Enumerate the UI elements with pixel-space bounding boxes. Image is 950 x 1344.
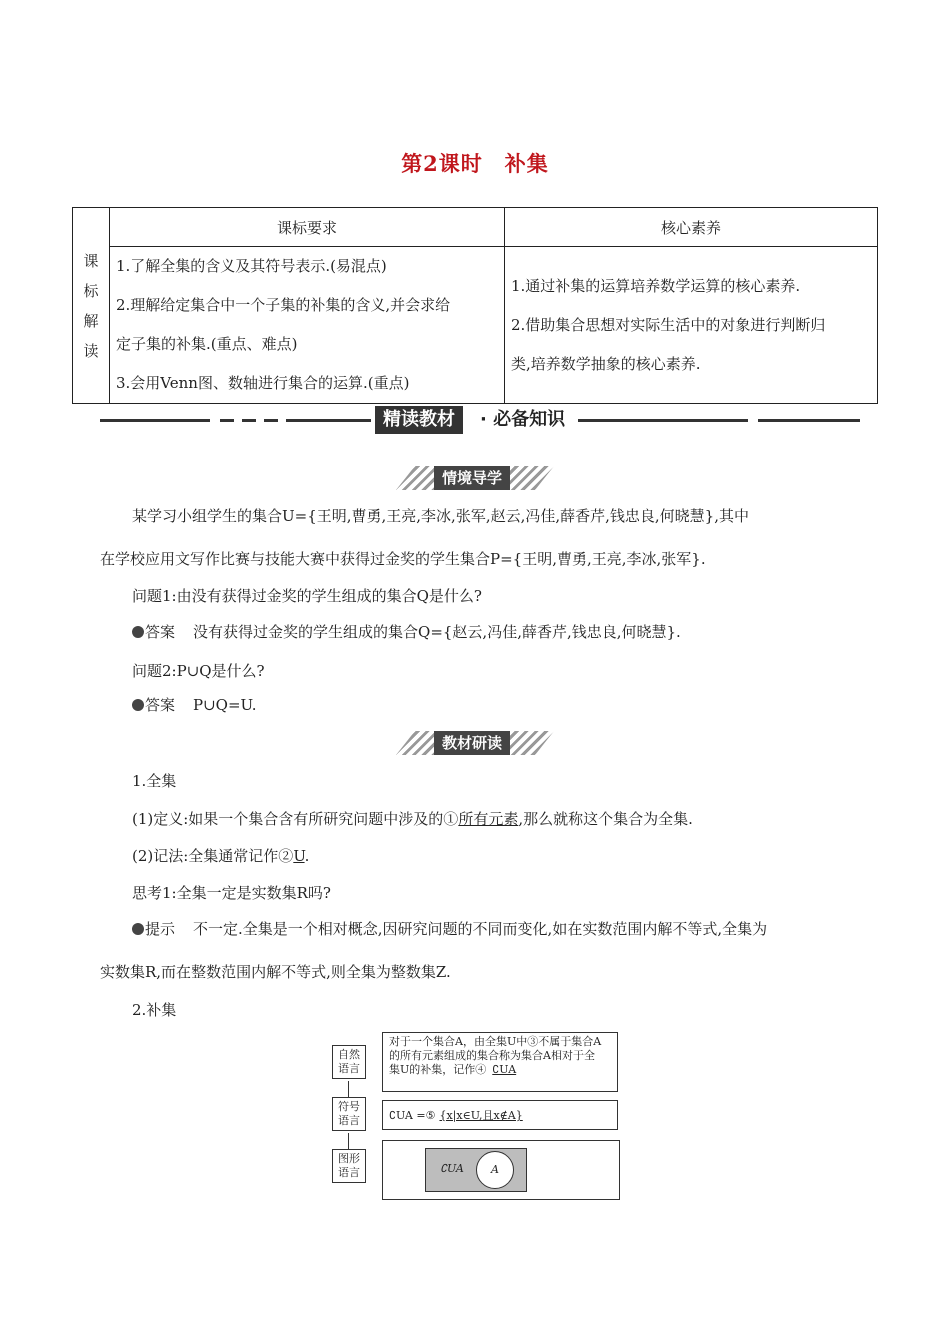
label-symbol-language: 符号语言 bbox=[332, 1097, 366, 1131]
literacy-cell: 1.通过补集的运算培养数学运算的核心素养. 2.借助集合思想对实际生活中的对象进行判断归 类,培养数学抽象的核心素养. bbox=[505, 247, 878, 404]
page-title: 第2课时 补集 bbox=[401, 151, 549, 176]
think-question: 思考1:全集一定是实数集R吗? bbox=[132, 884, 331, 902]
graphic-language-box bbox=[382, 1140, 620, 1200]
hint-line-1: 提示 不一定.全集是一个相对概念,因研究问题的不同而变化,如在实数范围内解不等式,全集为 bbox=[132, 918, 767, 940]
table-side-label: 课 标 解 读 bbox=[73, 208, 110, 404]
question-2: 问题2:P∪Q是什么? bbox=[132, 662, 265, 680]
hint-line-2: 实数集R,而在整数范围内解不等式,则全集为整数集Z. bbox=[100, 963, 451, 981]
band-sub-label: · 必备知识 bbox=[480, 409, 566, 430]
answer-icon bbox=[132, 626, 144, 638]
subsection-universal-set: 1.全集 bbox=[132, 772, 177, 790]
universal-set-rect: ∁UA A bbox=[425, 1148, 527, 1192]
hint-icon bbox=[132, 923, 144, 935]
label-graphic-language: 图形语言 bbox=[332, 1149, 366, 1183]
label-natural-language: 自然语言 bbox=[332, 1045, 366, 1079]
section-header-situation: 情境导学 bbox=[396, 466, 556, 490]
col1-header: 课标要求 bbox=[110, 208, 505, 247]
natural-language-box: 对于一个集合A，由全集U中③不属于集合A 的所有元素组成的集合称为集合A相对于全 集U的补集，记作④ ∁UA bbox=[382, 1032, 618, 1092]
complement-diagram bbox=[332, 1030, 620, 1202]
subsection-complement: 2.补集 bbox=[132, 1001, 177, 1019]
curriculum-table bbox=[72, 207, 878, 404]
intro-line-1: 某学习小组学生的集合U={王明,曹勇,王亮,李冰,张军,赵云,冯佳,薛香芹,钱忠良,何晓慧},其中 bbox=[132, 507, 749, 525]
question-1: 问题1:由没有获得过金奖的学生组成的集合Q是什么? bbox=[132, 587, 482, 605]
col2-header: 核心素养 bbox=[505, 208, 878, 247]
set-a-circle: A bbox=[476, 1151, 514, 1189]
intro-line-2: 在学校应用文写作比赛与技能大赛中获得过金奖的学生集合P={王明,曹勇,王亮,李冰,张军}. bbox=[100, 550, 706, 568]
section-band bbox=[100, 406, 860, 436]
answer-2: 答案 P∪Q=U. bbox=[132, 694, 257, 716]
definition-line: (1)定义:如果一个集合含有所研究问题中涉及的①所有元素,那么就称这个集合为全集. bbox=[132, 810, 693, 828]
answer-1: 答案 没有获得过金奖的学生组成的集合Q={赵云,冯佳,薛香芹,钱忠良,何晓慧}. bbox=[132, 621, 681, 643]
symbol-language-box: ∁UA =⑤ {x|x∈U,且x∉A} bbox=[382, 1100, 618, 1130]
section-header-textbook: 教材研读 bbox=[396, 731, 556, 755]
band-main-label: 精读教材 bbox=[375, 406, 463, 434]
notation-line: (2)记法:全集通常记作②U. bbox=[132, 847, 310, 865]
requirements-cell: 1.了解全集的含义及其符号表示.(易混点) 2.理解给定集合中一个子集的补集的含义,并会求给 定子集的补集.(重点、难点) 3.会用Venn图、数轴进行集合的运算.(重点) bbox=[110, 247, 505, 404]
answer-icon bbox=[132, 699, 144, 711]
